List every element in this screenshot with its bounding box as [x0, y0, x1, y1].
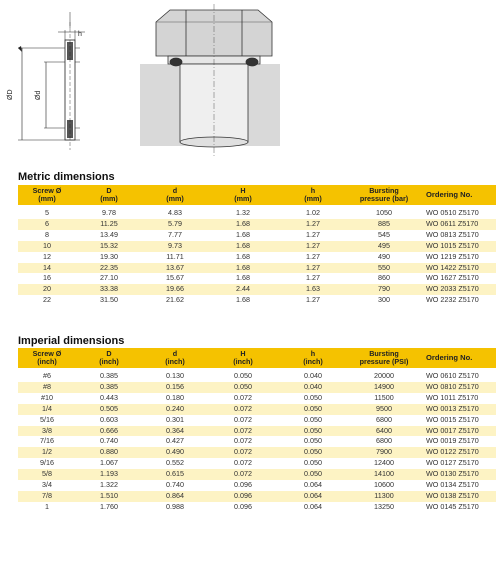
table-cell: 0.064	[278, 491, 348, 502]
table-cell: WO 0013 Z5170	[420, 404, 496, 415]
table-header-row	[18, 348, 496, 368]
table-cell: 11500	[374, 392, 394, 402]
column-header: d (inch)	[142, 348, 208, 368]
table-row	[18, 284, 496, 295]
table-row	[18, 447, 496, 458]
table-cell: 495	[348, 241, 420, 252]
table-cell: WO 0122 Z5170	[420, 447, 496, 458]
table-row	[18, 219, 496, 230]
table-cell: WO 1422 Z5170	[420, 263, 496, 274]
table-cell: 10	[18, 241, 76, 252]
table-cell: WO 1219 Z5170	[426, 251, 479, 261]
table-cell: 0.385	[100, 371, 118, 380]
table-cell: 1.68	[208, 263, 278, 274]
table-cell: 0.050	[278, 447, 348, 458]
table-cell: WO 0610 Z5170	[426, 371, 479, 380]
table-row	[18, 252, 496, 263]
table-cell: 0.603	[100, 414, 118, 424]
table-cell: 0.064	[304, 480, 322, 490]
table-cell: WO 0127 Z5170	[426, 458, 479, 468]
table-cell: 1.27	[306, 229, 320, 239]
table-cell: WO 0138 Z5170	[420, 491, 496, 502]
imperial-section-title: Imperial dimensions	[18, 335, 125, 347]
table-cell: 0.072	[234, 458, 252, 468]
table-cell: 1.68	[236, 229, 250, 239]
table-cell: 20000	[374, 371, 394, 380]
table-cell: 7.77	[168, 229, 182, 239]
table-cell: 0.864	[142, 491, 208, 502]
table-cell: 6800	[376, 436, 392, 446]
table-cell: 0.050	[304, 414, 322, 424]
table-cell: 0.072	[208, 426, 278, 437]
table-cell: WO 1015 Z5170	[420, 241, 496, 252]
table-row	[18, 241, 496, 252]
table-cell: 490	[378, 251, 390, 261]
table-cell: WO 0813 Z5170	[426, 229, 479, 239]
table-cell: 0.072	[234, 414, 252, 424]
table-cell: 1.68	[208, 241, 278, 252]
dim-label-od: ØD	[7, 89, 14, 100]
table-cell: 19.30	[100, 251, 118, 261]
table-cell: 1.68	[236, 295, 250, 305]
table-cell: WO 1011 Z5170	[426, 392, 479, 402]
table-row	[18, 415, 496, 426]
table-cell: 0.064	[304, 501, 322, 511]
table-cell: 2.44	[208, 284, 278, 295]
table-cell: 11.71	[166, 251, 184, 261]
imperial-dimensions-table	[18, 348, 496, 513]
table-cell: 1.63	[278, 284, 348, 295]
table-cell: 1.067	[100, 458, 118, 468]
table-cell: 0.156	[142, 382, 208, 393]
table-row	[18, 208, 496, 219]
table-row	[18, 469, 496, 480]
table-cell: 15.67	[166, 273, 184, 283]
table-cell: 4.83	[168, 208, 182, 217]
table-cell: 7/16	[40, 436, 54, 446]
table-cell: WO 0019 Z5170	[426, 436, 479, 446]
table-cell: 0.505	[76, 404, 142, 415]
table-cell: 11300	[348, 491, 420, 502]
table-cell: #6	[43, 371, 51, 380]
table-cell: 13.49	[100, 229, 118, 239]
table-cell: 22	[43, 295, 51, 305]
column-header: Screw Ø (mm)	[18, 185, 76, 205]
table-cell: 6800	[376, 414, 392, 424]
table-cell: #8	[18, 382, 76, 393]
table-cell: 1.193	[76, 469, 142, 480]
table-row	[18, 491, 496, 502]
table-cell: WO 0810 Z5170	[420, 382, 496, 393]
table-cell: 33.38	[76, 284, 142, 295]
table-cell: 0.050	[234, 371, 252, 380]
column-header: h (mm)	[278, 185, 348, 205]
technical-drawing	[0, 0, 503, 160]
table-cell: 5/16	[40, 414, 54, 424]
table-cell: 5	[45, 208, 49, 217]
table-cell: 14100	[348, 469, 420, 480]
table-cell: 31.50	[100, 295, 118, 305]
table-cell: 0.072	[234, 436, 252, 446]
table-cell: 1.68	[236, 273, 250, 283]
table-cell: 14	[18, 263, 76, 274]
washer-cross-section	[18, 12, 85, 150]
table-cell: 1.68	[236, 251, 250, 261]
table-cell: 0.740	[166, 480, 184, 490]
column-header: H (mm)	[208, 185, 278, 205]
table-cell: 6	[18, 219, 76, 230]
table-cell: 0.096	[234, 480, 252, 490]
table-cell: 1.27	[278, 263, 348, 274]
column-header: D (inch)	[76, 348, 142, 368]
table-cell: 14900	[348, 382, 420, 393]
table-cell: 0.050	[304, 458, 322, 468]
table-cell: 0.666	[76, 426, 142, 437]
table-cell: WO 0130 Z5170	[420, 469, 496, 480]
table-cell: 1.02	[306, 208, 320, 217]
table-cell: 0.072	[208, 447, 278, 458]
table-cell: WO 0017 Z5170	[420, 426, 496, 437]
column-header: Ordering No.	[420, 348, 496, 368]
table-cell: 3/8	[18, 426, 76, 437]
table-cell: 6400	[348, 426, 420, 437]
table-cell: 0.050	[304, 436, 322, 446]
table-row	[18, 502, 496, 513]
table-cell: 19.66	[142, 284, 208, 295]
table-cell: 300	[378, 295, 390, 305]
table-cell: 1.760	[100, 501, 118, 511]
table-cell: 1.27	[278, 241, 348, 252]
table-cell: WO 1627 Z5170	[426, 273, 479, 283]
table-cell: 0.040	[278, 382, 348, 393]
table-cell: 0.364	[142, 426, 208, 437]
table-cell: 5.79	[142, 219, 208, 230]
table-cell: 1.27	[306, 251, 320, 261]
table-cell: 0.385	[76, 382, 142, 393]
table-cell: 10600	[374, 480, 394, 490]
table-cell: 1050	[376, 208, 392, 217]
table-cell: 0.180	[166, 392, 184, 402]
table-cell: 550	[348, 263, 420, 274]
column-header: Screw Ø (inch)	[18, 348, 76, 368]
column-header: Bursting pressure (bar)	[348, 185, 420, 205]
table-header-row	[18, 185, 496, 205]
table-cell: 3/4	[42, 480, 52, 490]
table-cell: WO 2033 Z5170	[420, 284, 496, 295]
table-cell: 0.040	[304, 371, 322, 380]
table-cell: 860	[378, 273, 390, 283]
table-cell: 12	[43, 251, 51, 261]
table-row	[18, 263, 496, 274]
table-cell: WO 2232 Z5170	[426, 295, 479, 305]
table-cell: 9.78	[102, 208, 116, 217]
table-cell: 0.050	[208, 382, 278, 393]
table-cell: 0.240	[142, 404, 208, 415]
table-cell: #10	[41, 392, 53, 402]
table-cell: 1.322	[100, 480, 118, 490]
table-cell: 790	[348, 284, 420, 295]
table-cell: 0.096	[208, 491, 278, 502]
table-cell: 0.301	[166, 414, 184, 424]
table-cell: 5/8	[18, 469, 76, 480]
column-header: h (inch)	[278, 348, 348, 368]
table-row	[18, 458, 496, 469]
column-header: H (inch)	[208, 348, 278, 368]
table-cell: WO 0611 Z5170	[420, 219, 496, 230]
table-row	[18, 295, 496, 306]
table-cell: 9.73	[142, 241, 208, 252]
table-cell: 0.072	[234, 392, 252, 402]
table-cell: 1.68	[208, 219, 278, 230]
table-row	[18, 382, 496, 393]
table-cell: 21.62	[166, 295, 184, 305]
table-cell: 0.050	[278, 469, 348, 480]
table-cell: WO 0015 Z5170	[426, 414, 479, 424]
table-cell: 0.490	[142, 447, 208, 458]
table-cell: 0.050	[278, 426, 348, 437]
table-row	[18, 404, 496, 415]
table-cell: 1/4	[18, 404, 76, 415]
table-row	[18, 480, 496, 491]
table-cell: 9/16	[40, 458, 54, 468]
table-cell: 0.427	[166, 436, 184, 446]
table-cell: WO 0510 Z5170	[426, 208, 479, 217]
table-cell: 20	[18, 284, 76, 295]
column-header: Ordering No.	[420, 185, 496, 205]
table-cell: 1.510	[76, 491, 142, 502]
table-cell: 0.988	[166, 501, 184, 511]
table-cell: 1	[45, 501, 49, 511]
table-cell: 0.443	[100, 392, 118, 402]
table-cell: 8	[45, 229, 49, 239]
table-cell: 13250	[374, 501, 394, 511]
table-cell: 0.880	[76, 447, 142, 458]
table-cell: 1.27	[278, 219, 348, 230]
table-row	[18, 371, 496, 382]
column-header: d (mm)	[142, 185, 208, 205]
table-row	[18, 230, 496, 241]
table-cell: 1.32	[236, 208, 250, 217]
table-cell: 7900	[348, 447, 420, 458]
table-cell: 0.130	[166, 371, 184, 380]
column-header: Bursting pressure (PSI)	[348, 348, 420, 368]
table-row	[18, 273, 496, 284]
table-cell: 0.072	[208, 469, 278, 480]
metric-section-title: Metric dimensions	[18, 171, 115, 183]
metric-dimensions-table	[18, 185, 496, 306]
table-cell: 9500	[348, 404, 420, 415]
table-cell: 15.32	[76, 241, 142, 252]
table-cell: WO 0145 Z5170	[426, 501, 479, 511]
table-cell: 11.25	[76, 219, 142, 230]
table-cell: 545	[378, 229, 390, 239]
table-cell: 1/2	[18, 447, 76, 458]
table-cell: 1.27	[306, 295, 320, 305]
table-row	[18, 436, 496, 447]
table-cell: 0.050	[304, 392, 322, 402]
dim-label-id: Ød	[35, 90, 42, 100]
table-cell: 16	[43, 273, 51, 283]
table-cell: 0.072	[208, 404, 278, 415]
table-row	[18, 393, 496, 404]
column-header: D (mm)	[76, 185, 142, 205]
table-cell: 0.552	[166, 458, 184, 468]
table-cell: 22.35	[76, 263, 142, 274]
table-cell: 13.67	[142, 263, 208, 274]
table-row	[18, 426, 496, 437]
table-cell: 0.050	[278, 404, 348, 415]
bolt-assembly-drawing	[140, 4, 280, 156]
table-cell: 0.615	[142, 469, 208, 480]
table-cell: 0.740	[100, 436, 118, 446]
table-cell: 0.096	[234, 501, 252, 511]
table-cell: WO 0134 Z5170	[426, 480, 479, 490]
dim-label-h: h	[78, 31, 82, 38]
table-cell: 27.10	[100, 273, 118, 283]
table-cell: 7/8	[18, 491, 76, 502]
table-cell: 885	[348, 219, 420, 230]
table-cell: 12400	[374, 458, 394, 468]
table-cell: 1.27	[306, 273, 320, 283]
